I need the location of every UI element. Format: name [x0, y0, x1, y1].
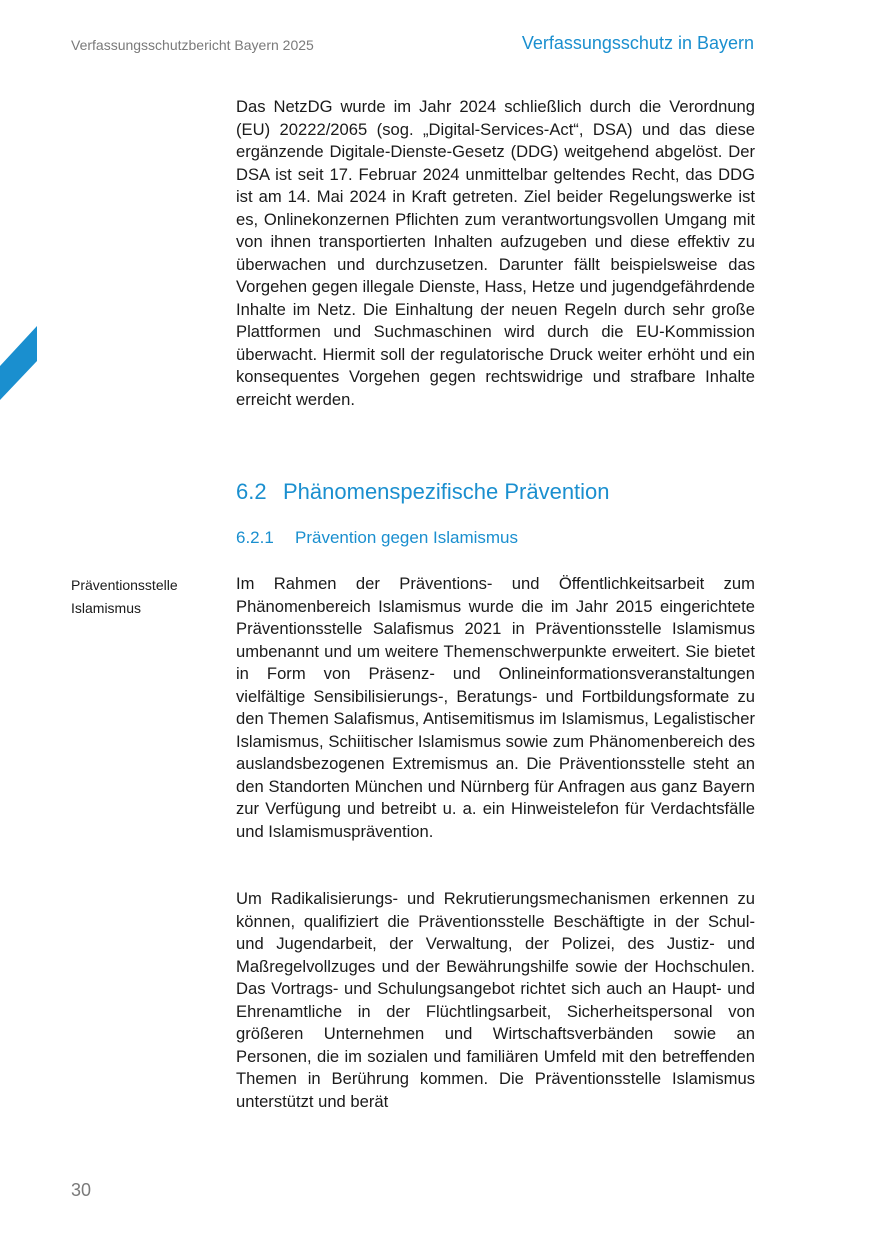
paragraph-netzdg: Das NetzDG wurde im Jahr 2024 schließlich durch die Verordnung (EU) 20222/2065 (sog. „Digital-Services-Act“, DSA) und das diese ergänzende Digitale-Dienste-Gesetz (DDG) weitgehend abgelöst. Der DSA ist seit 17. Februar 2024 unmittelbar geltendes Recht, das DDG ist am 14. Mai 2024 in Kraft getreten. Ziel beider Regelungswerke ist es, Onlinekonzernen Pflichten zum verantwortungsvollen Umgang mit von ihnen transportierten Inhalten aufzugeben und diese effektiv zu überwachen und durchzusetzen. Darunter fällt beispielsweise das Vorgehen gegen illegale Dienste, Hass, Hetze und jugendgefährdende Inhalte im Netz. Die Einhaltung der neuen Regeln durch sehr große Plattformen und Suchmaschinen wird durch die EU-Kommission überwacht. Hiermit soll der regulatorische Druck weiter erhöht und ein konsequentes Vorgehen gegen rechtswidrige und strafbare Inhalte erreicht werden. [236, 97, 755, 409]
margin-note-line-1: Präventionsstelle [71, 577, 178, 593]
running-header-chapter: Verfassungsschutz in Bayern [521, 33, 754, 53]
section-heading [236, 479, 610, 505]
paragraph-radikalisierung: Um Radikalisierungs- und Rekrutierungsmechanismen erkennen zu können, qualifiziert die Präventionsstelle Beschäftigte in der Schul- und Jugendarbeit, der Verwaltung, der Polizei, des Justiz- und Maßregelvollzuges und der Bewährungshilfe sowie der Hochschulen. Das Vortrags- und Schulungsangebot richtet sich auch an Haupt- und Ehrenamtliche in der Flüchtlingsarbeit, Sicherheitspersonal von größeren Unternehmen und Wirtschaftsverbänden sowie an Personen, die im sozialen und familiären Umfeld mit den betreffenden Themen in Berührung kommen. Die Präventionsstelle Islamismus unterstützt und berät [236, 889, 755, 1111]
page-number: 30 [71, 1180, 92, 1200]
margin-note [71, 574, 221, 620]
subsection-heading [236, 528, 518, 548]
section-title: Phänomenspezifische Prävention [283, 479, 610, 504]
subsection-title: Prävention gegen Islamismus [295, 528, 519, 547]
subsection-number: 6.2.1 [236, 528, 274, 547]
paragraph-praeventionsstelle: Im Rahmen der Präventions- und Öffentlichkeitsarbeit zum Phänomenbereich Islamismus wurde die im Jahr 2015 eingerichtete Präventionsstelle Salafismus 2021 in Präventionsstelle Islamismus umbenannt und um weitere Themenschwerpunkte erweitert. Sie bietet in Form von Präsenz- und Onlineinformationsveranstaltungen vielfältige Sensibilisierungs-, Beratungs- und Fortbildungsformate zu den Themen Salafismus, Antisemitismus im Islamismus, Legalistischer Islamismus, Schiitischer Islamismus sowie zum Phänomenbereich des auslandsbezogenen Extremismus an. Die Präventionsstelle steht an den Standorten München und Nürnberg für Anfragen aus ganz Bayern zur Verfügung und betreibt u. a. ein Hinweistelefon für Verdachtsfälle und Islamismusprävention. [236, 574, 755, 841]
margin-note-line-2: Islamismus [71, 600, 142, 616]
section-number: 6.2 [236, 479, 267, 504]
chapter-tab-marker [0, 326, 37, 400]
running-header-title: Verfassungsschutzbericht Bayern 2025 [71, 37, 314, 53]
